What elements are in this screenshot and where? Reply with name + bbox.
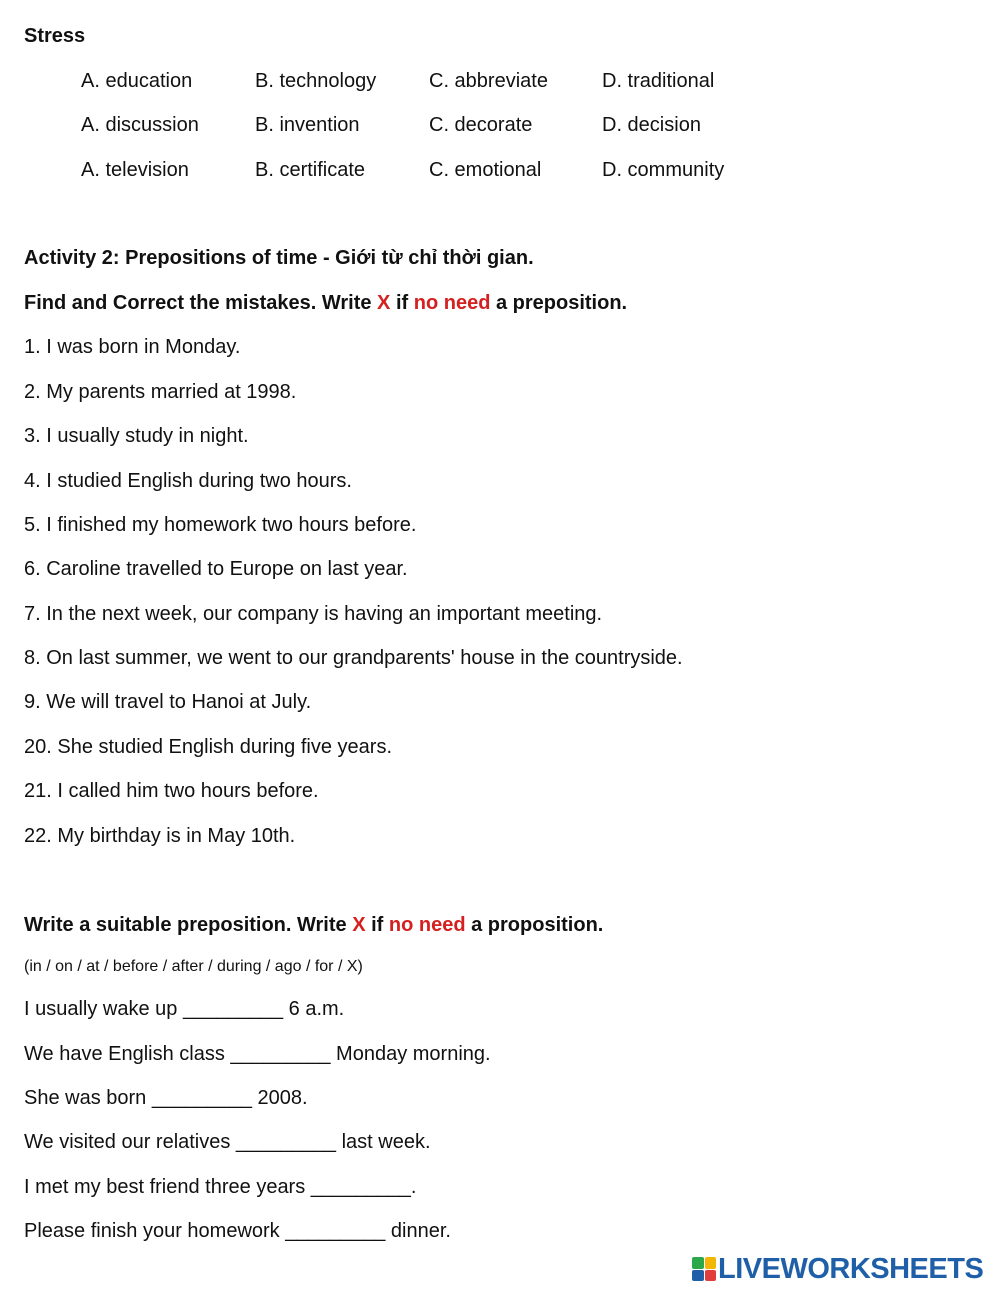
mistake-item: 2. My parents married at 1998. <box>24 381 297 403</box>
mistake-item: 4. I studied English during two hours. <box>24 470 352 492</box>
stress-option: C. emotional <box>429 159 542 181</box>
fill-instruction: Write a suitable preposition. Write X if no need a proposition. <box>24 914 604 936</box>
mistake-item: 8. On last summer, we went to our grandparents' house in the countryside. <box>24 647 683 669</box>
stress-option: D. community <box>602 159 725 181</box>
stress-option: A. education <box>81 70 193 92</box>
liveworksheets-logo[interactable] <box>692 1252 983 1286</box>
mistake-item: 22. My birthday is in May 10th. <box>24 825 296 847</box>
fill-item: She was born _________ 2008. <box>24 1087 308 1109</box>
logo-square-green <box>692 1257 704 1269</box>
activity2-title: Activity 2: Prepositions of time - Giới từ chỉ thời gian. <box>24 247 534 269</box>
fill-item: We visited our relatives _________ last week. <box>24 1131 431 1153</box>
fill-item: We have English class _________ Monday morning. <box>24 1043 491 1065</box>
stress-option: B. certificate <box>255 159 366 181</box>
logo-square-yellow <box>705 1257 717 1269</box>
mistake-item: 5. I finished my homework two hours before. <box>24 514 417 536</box>
preposition-options: (in / on / at / before / after / during / ago / for / X) <box>24 958 363 975</box>
liveworksheets-logo-icon <box>692 1257 716 1281</box>
stress-option: D. decision <box>602 114 701 136</box>
stress-option: B. technology <box>255 70 377 92</box>
mistake-item: 20. She studied English during five years. <box>24 736 392 758</box>
logo-text: LIVEWORKSHEETS <box>718 1252 984 1285</box>
fill-item: Please finish your homework _________ dinner. <box>24 1220 451 1242</box>
activity2-instruction: Find and Correct the mistakes. Write X if no need a preposition. <box>24 292 628 314</box>
mistake-item: 6. Caroline travelled to Europe on last year. <box>24 558 408 580</box>
stress-option: C. abbreviate <box>429 70 548 92</box>
mistake-item: 3. I usually study in night. <box>24 425 249 447</box>
mistake-item: 9. We will travel to Hanoi at July. <box>24 691 312 713</box>
logo-square-blue <box>692 1270 704 1282</box>
stress-option: B. invention <box>255 114 360 136</box>
fill-item: I usually wake up _________ 6 a.m. <box>24 998 345 1020</box>
stress-option: A. discussion <box>81 114 199 136</box>
logo-square-red <box>705 1270 717 1282</box>
mistake-item: 7. In the next week, our company is having an important meeting. <box>24 603 603 625</box>
stress-heading: Stress <box>24 25 86 47</box>
stress-option: A. television <box>81 159 189 181</box>
stress-option: C. decorate <box>429 114 533 136</box>
fill-item: I met my best friend three years _________. <box>24 1176 417 1198</box>
mistake-item: 21. I called him two hours before. <box>24 780 319 802</box>
stress-option: D. traditional <box>602 70 715 92</box>
mistake-item: 1. I was born in Monday. <box>24 336 241 358</box>
